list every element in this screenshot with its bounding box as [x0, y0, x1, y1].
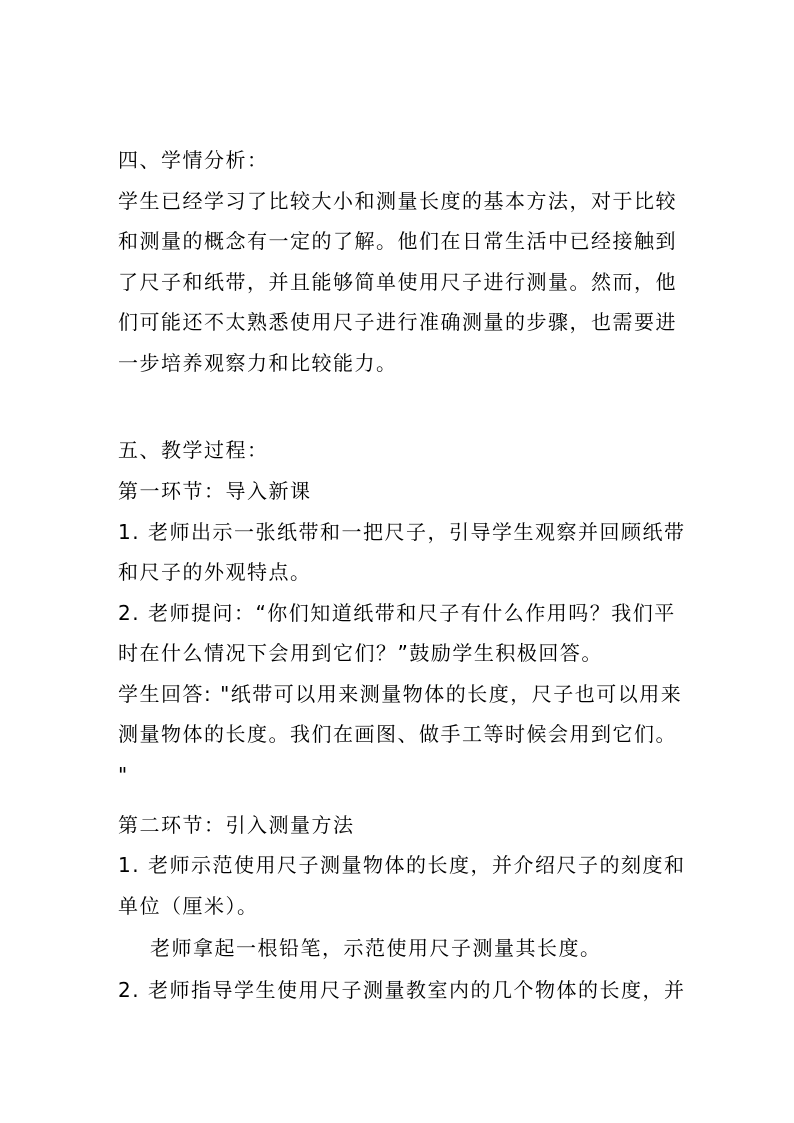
paragraph-line: 一步培养观察力和比较能力。 [118, 351, 398, 375]
student-answer-line: " [118, 763, 129, 787]
step-title-measurement-method: 第二环节：引入测量方法 [118, 813, 355, 837]
list-item-line: 时在什么情况下会用到它们？”鼓励学生积极回答。 [118, 641, 603, 665]
list-item-line: 2. 老师指导学生使用尺子测量教室内的几个物体的长度，并 [118, 978, 686, 1002]
list-item-line: 单位（厘米）。 [118, 894, 259, 918]
paragraph-line: 了尺子和纸带，并且能够简单使用尺子进行测量。然而，他 [118, 270, 677, 294]
list-item-line: 2. 老师提问：“你们知道纸带和尺子有什么作用吗？我们平 [118, 601, 676, 625]
step-title-introduction: 第一环节：导入新课 [118, 479, 312, 503]
paragraph-line: 们可能还不太熟悉使用尺子进行准确测量的步骤，也需要进 [118, 310, 677, 334]
list-item-line: 1. 老师示范使用尺子测量物体的长度，并介绍尺子的刻度和 [118, 853, 686, 877]
paragraph-line: 和测量的概念有一定的了解。他们在日常生活中已经接触到 [118, 229, 677, 253]
demo-line: 老师拿起一根铅笔，示范使用尺子测量其长度。 [150, 936, 602, 960]
section-heading-teaching-process: 五、教学过程： [118, 438, 269, 462]
student-answer-line: 测量物体的长度。我们在画图、做手工等时候会用到它们。 [118, 722, 677, 746]
paragraph-line: 学生已经学习了比较大小和测量长度的基本方法，对于比较 [118, 189, 677, 213]
list-item-line: 1. 老师出示一张纸带和一把尺子，引导学生观察并回顾纸带 [118, 520, 686, 544]
section-heading-learning-analysis: 四、学情分析： [118, 148, 269, 172]
list-item-line: 和尺子的外观特点。 [118, 560, 312, 584]
student-answer-line: 学生回答: "纸带可以用来测量物体的长度，尺子也可以用来 [118, 682, 683, 706]
